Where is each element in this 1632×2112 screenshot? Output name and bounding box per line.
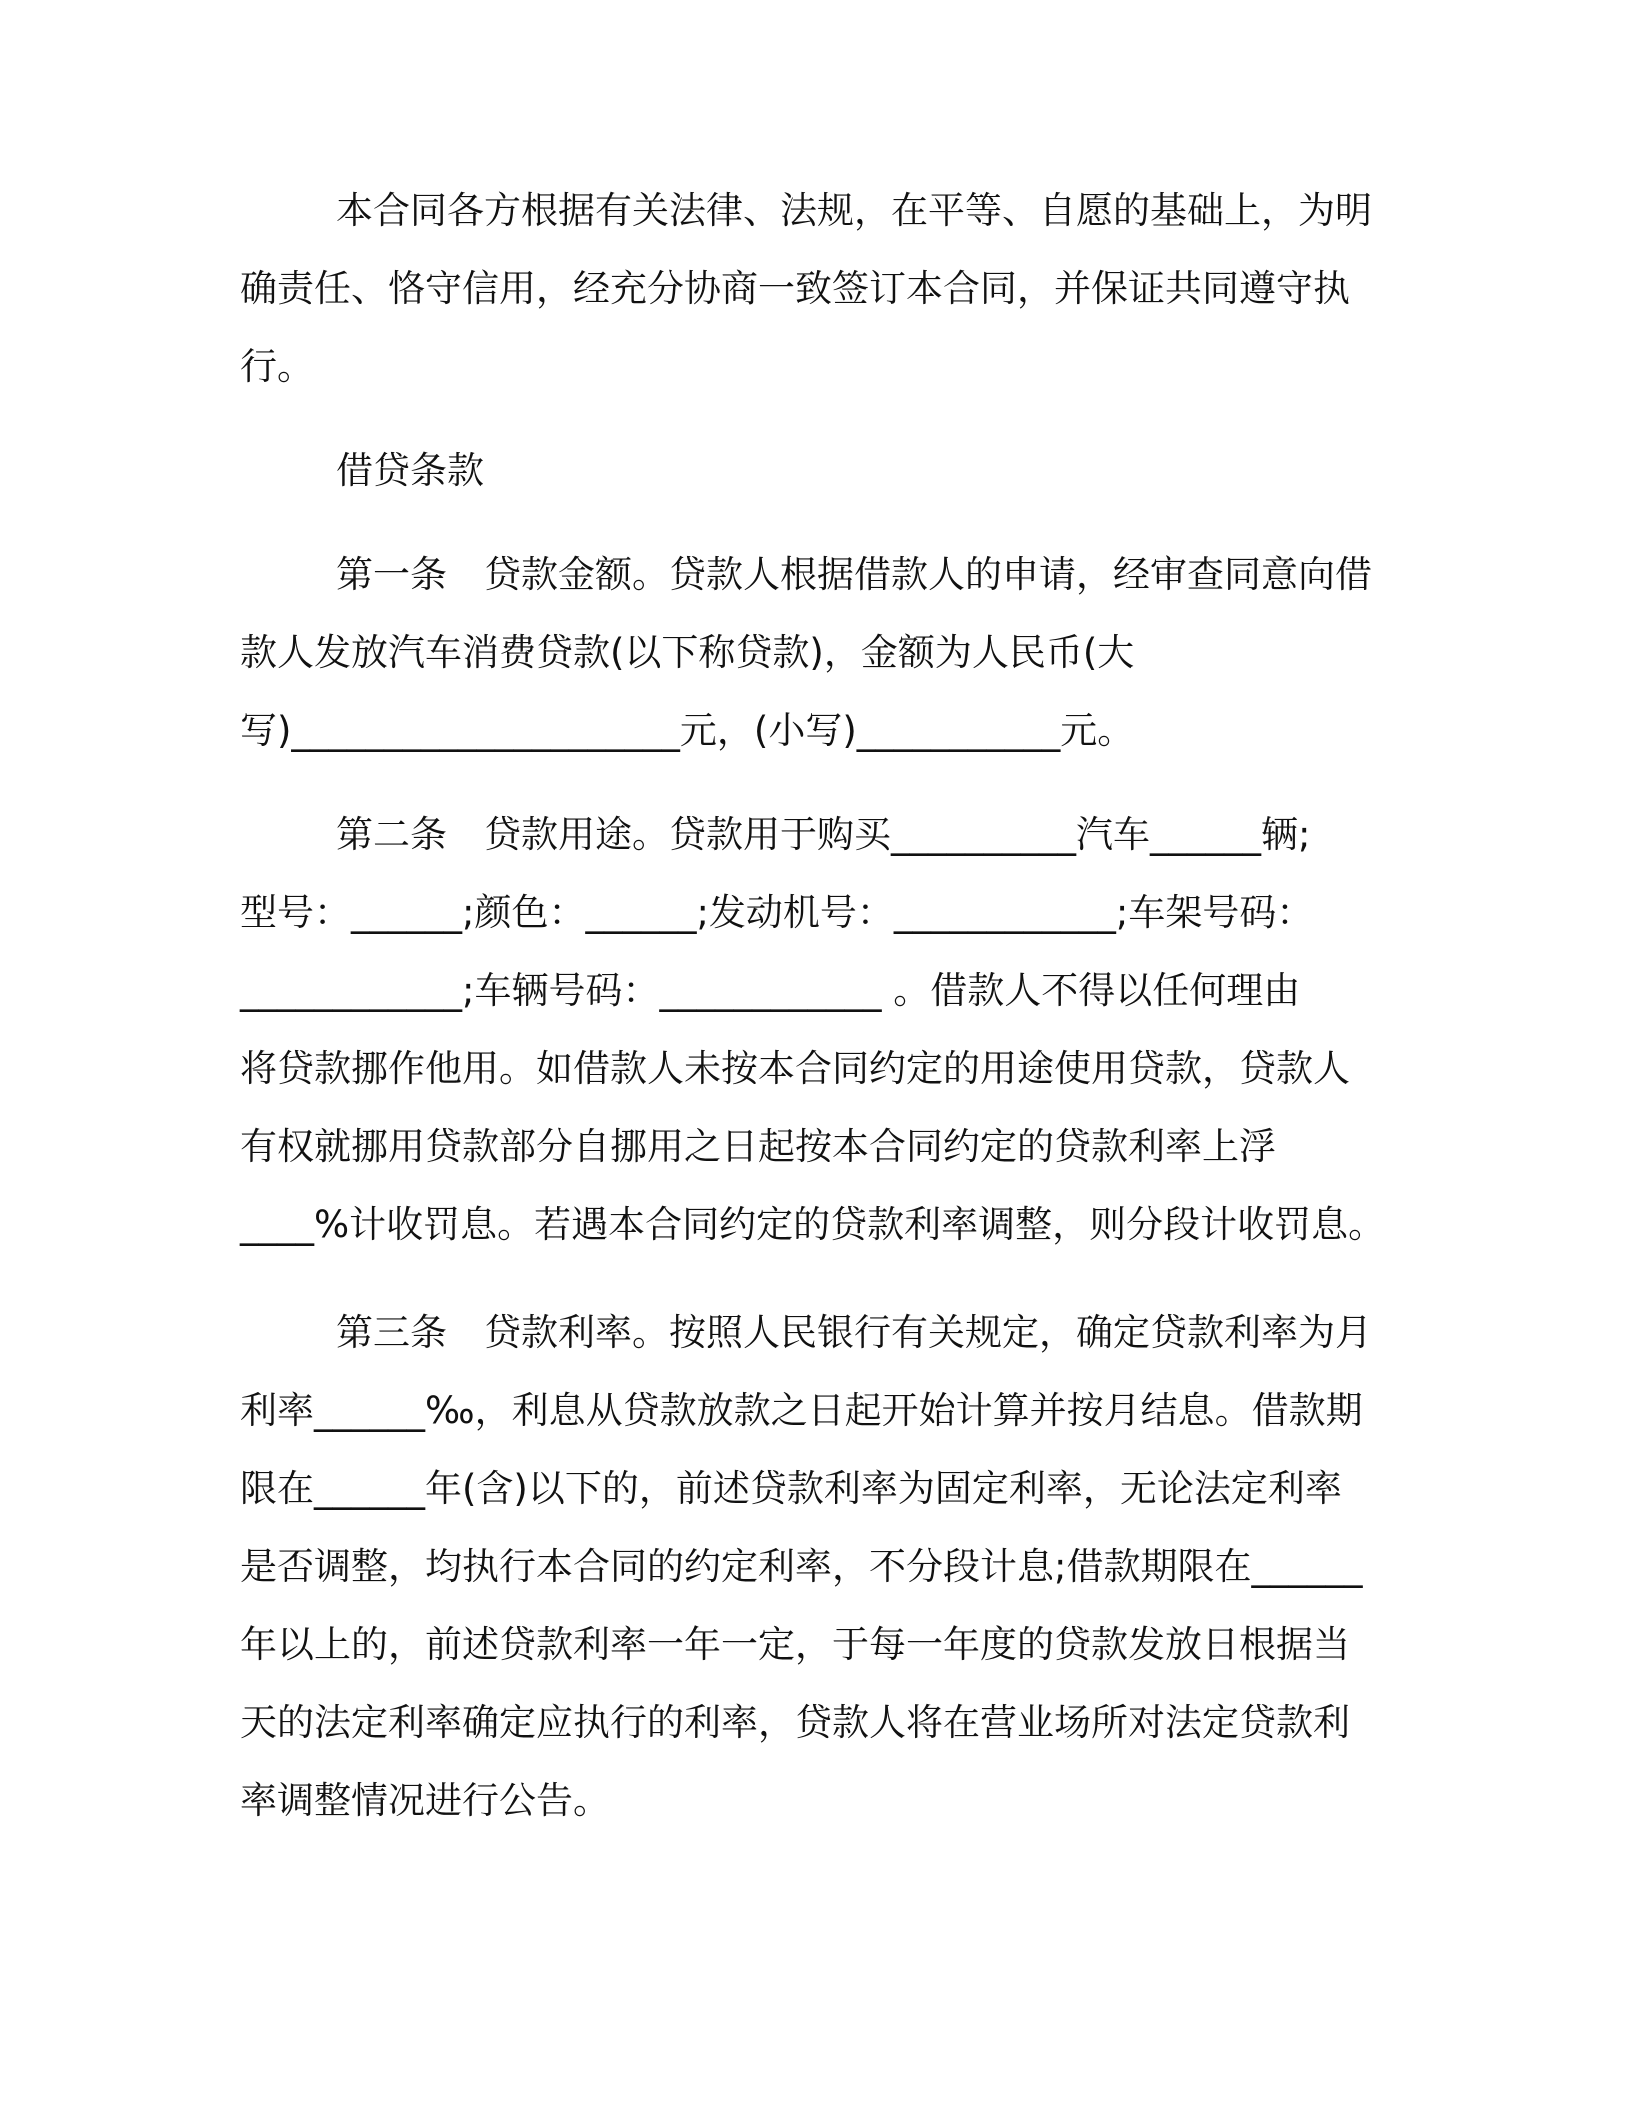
- text-line: 将贷款挪作他用。如借款人未按本合同约定的用途使用贷款，贷款人: [240, 1047, 1350, 1090]
- text-line: 行。: [240, 345, 314, 388]
- article-3-paragraph: [240, 1308, 1390, 1854]
- text-line: ____________;车辆号码：____________ 。借款人不得以任何理由: [240, 969, 1301, 1012]
- text-line: 天的法定利率确定应执行的利率，贷款人将在营业场所对法定贷款利: [240, 1701, 1350, 1744]
- text-line: 款人发放汽车消费贷款(以下称贷款)，金额为人民币(大: [240, 631, 1135, 674]
- text-line: 利率______‰，利息从贷款放款之日起开始计算并按月结息。借款期: [240, 1389, 1363, 1432]
- text-line: 限在______年(含)以下的，前述贷款利率为固定利率，无论法定利率: [240, 1467, 1342, 1510]
- heading-text: 借贷条款: [336, 449, 484, 492]
- text-line: 有权就挪用贷款部分自挪用之日起按本合同约定的贷款利率上浮: [240, 1125, 1276, 1168]
- text-line: 率调整情况进行公告。: [240, 1779, 610, 1822]
- text-line: ____%计收罚息。若遇本合同约定的贷款利率调整，则分段计收罚息。: [240, 1203, 1386, 1246]
- document-page: [240, 186, 1390, 1854]
- text-line: 是否调整，均执行本合同的约定利率，不分段计息;借款期限在______: [240, 1545, 1363, 1588]
- article-1-paragraph: [240, 550, 1390, 784]
- intro-paragraph: [240, 186, 1390, 420]
- text-line: 年以上的，前述贷款利率一年一定，于每一年度的贷款发放日根据当: [240, 1623, 1350, 1666]
- text-line: 第一条 贷款金额。贷款人根据借款人的申请，经审查同意向借: [336, 553, 1372, 596]
- text-line: 第三条 贷款利率。按照人民银行有关规定，确定贷款利率为月: [336, 1311, 1372, 1354]
- text-line: 写)_____________________元，(小写)___________元。: [240, 709, 1135, 752]
- article-2-paragraph: [240, 810, 1390, 1278]
- text-line: 本合同各方根据有关法律、法规，在平等、自愿的基础上，为明: [336, 189, 1372, 232]
- section-heading: [240, 446, 1390, 524]
- text-line: 型号：______;颜色：______;发动机号：____________;车架号码：: [240, 891, 1314, 934]
- text-line: 确责任、恪守信用，经充分协商一致签订本合同，并保证共同遵守执: [240, 267, 1350, 310]
- text-line: 第二条 贷款用途。贷款用于购买__________汽车______辆;: [336, 813, 1311, 856]
